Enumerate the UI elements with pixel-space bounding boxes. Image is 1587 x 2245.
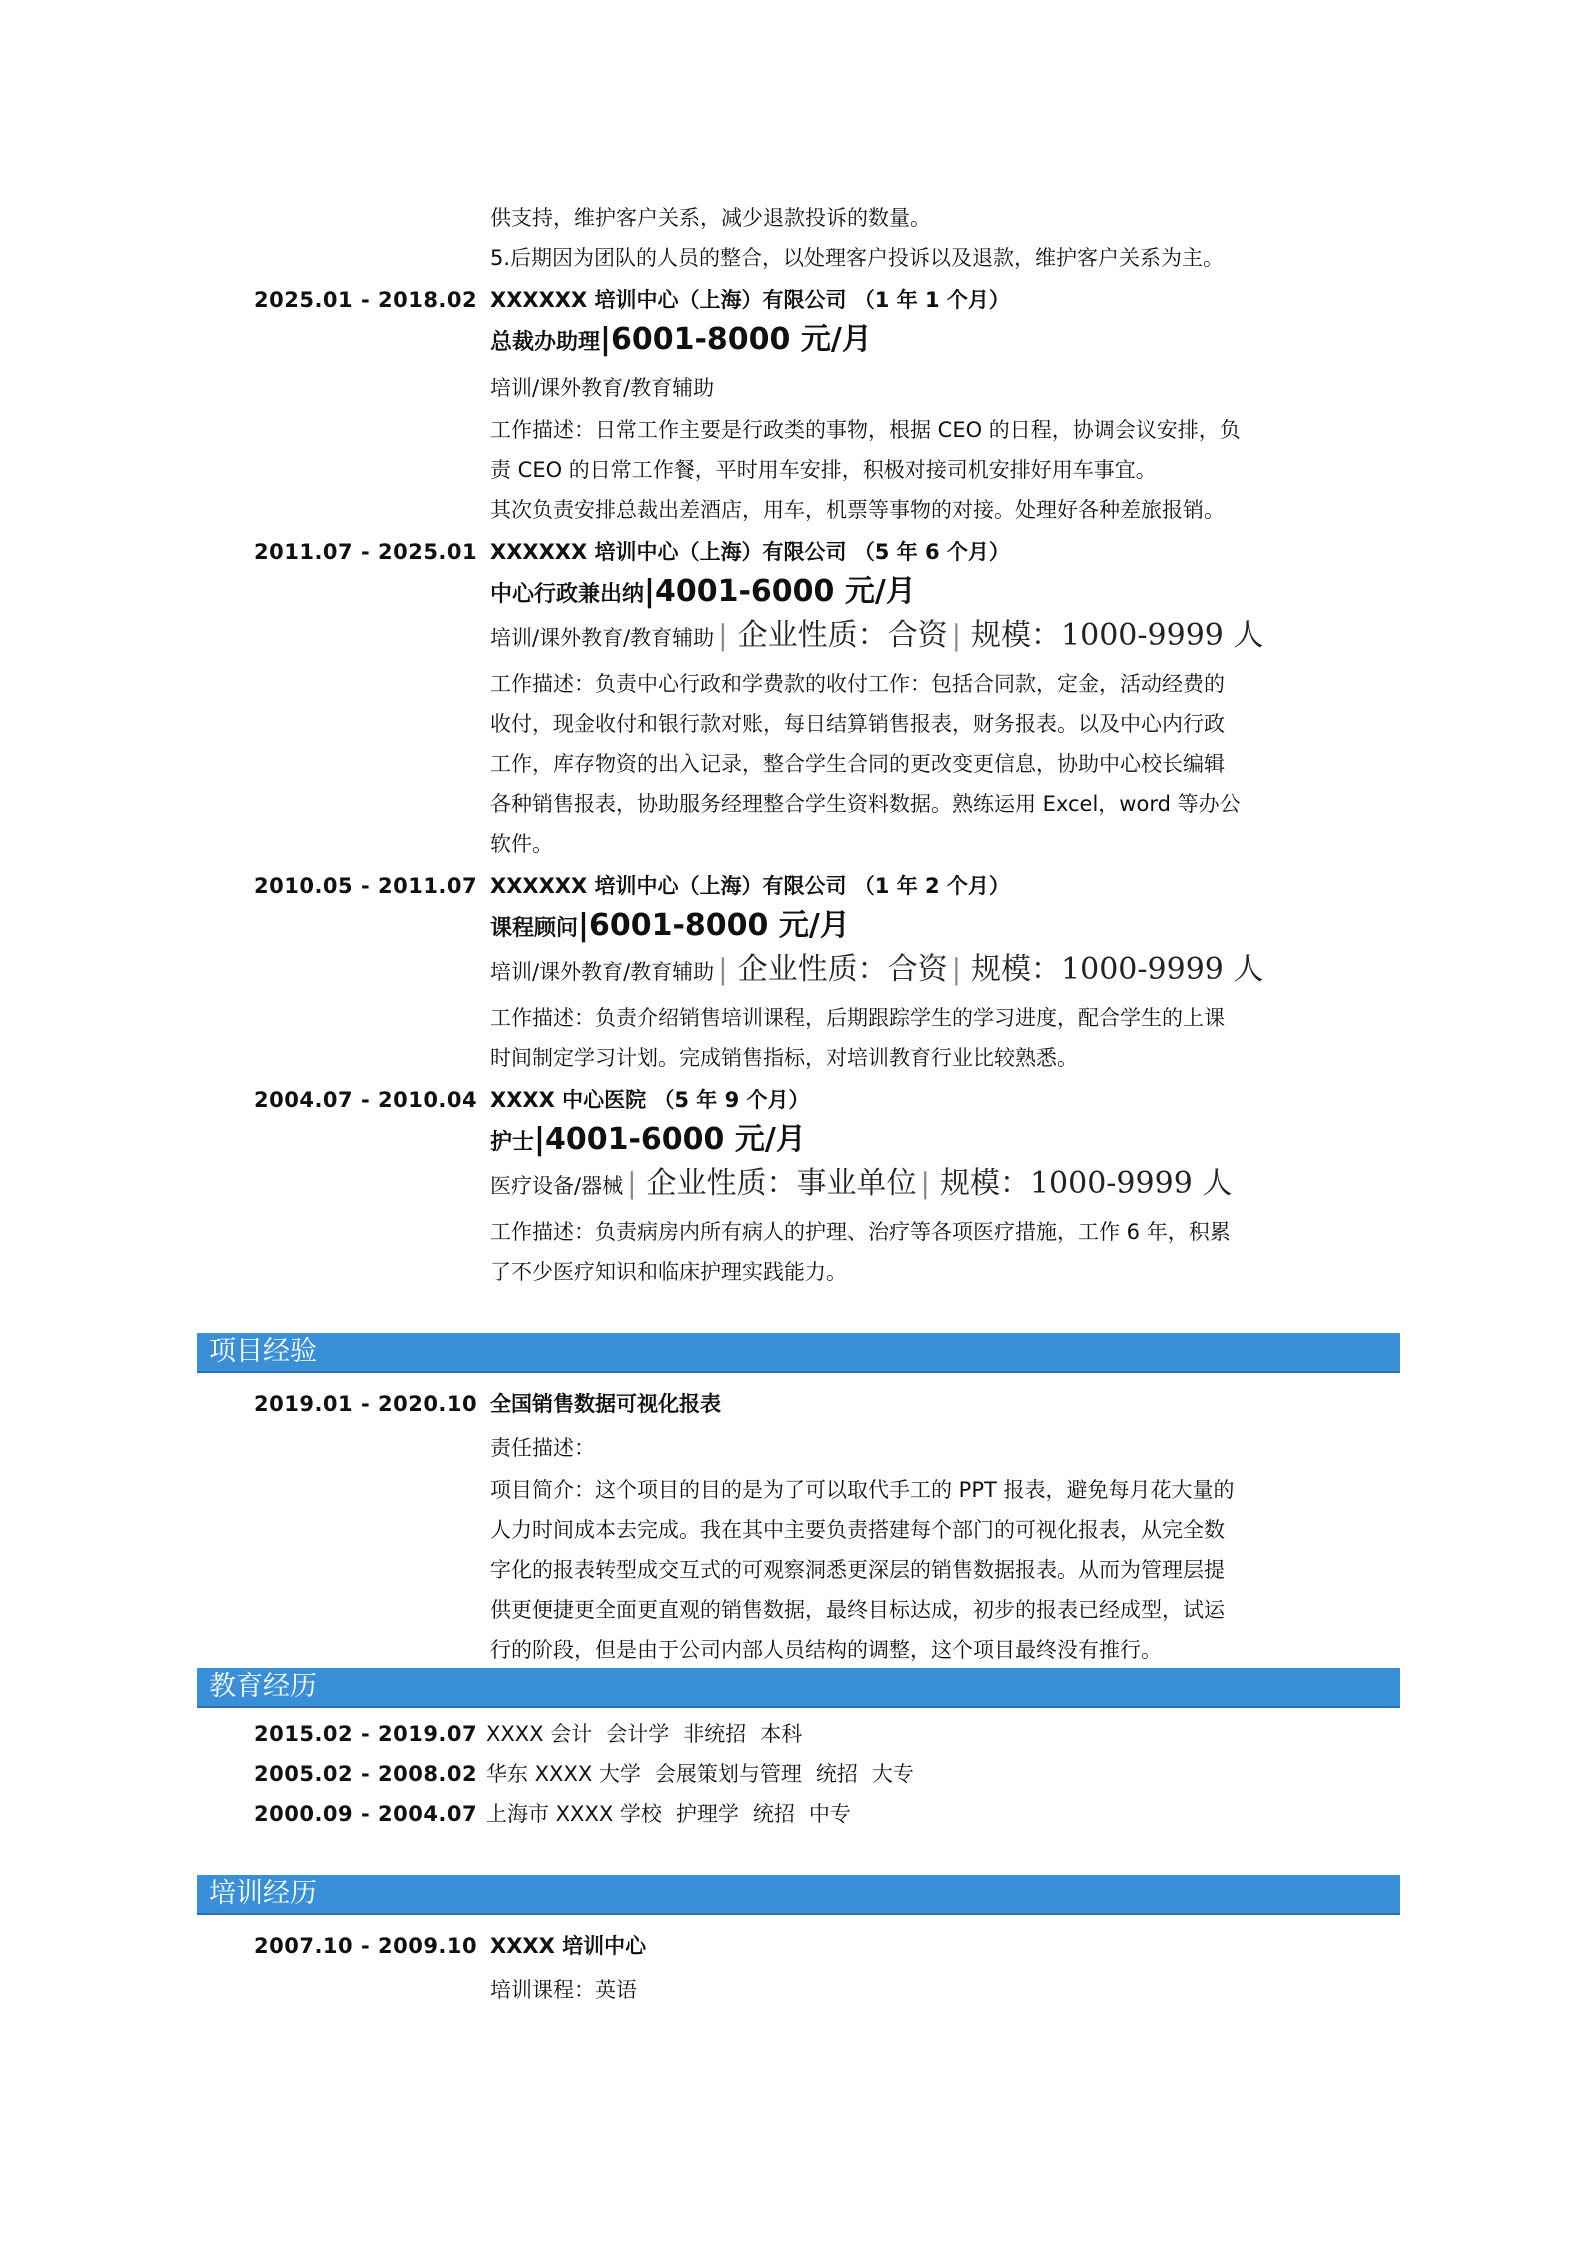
training-org: XXXX 培训中心 <box>490 1934 647 1958</box>
job-meta-line <box>490 948 1263 996</box>
meta-divider: | <box>627 1167 637 1200</box>
project-name: 全国销售数据可视化报表 <box>490 1392 721 1416</box>
job-position: 护士 <box>490 1130 535 1155</box>
job-separator: | <box>534 1122 545 1157</box>
job-company: XXXX 中心医院 （5 年 9 个月） <box>490 1088 810 1112</box>
project-role: 责任描述： <box>490 1436 595 1460</box>
job-desc-line: 时间制定学习计划。完成销售指标，对培训教育行业比较熟悉。 <box>490 1046 1078 1070</box>
job-desc-line: 了不少医疗知识和临床护理实践能力。 <box>490 1260 847 1284</box>
education-school: 上海市 XXXX 学校 <box>486 1802 662 1826</box>
job-salary: 4001-6000 元/月 <box>654 574 916 609</box>
education-type: 统招 <box>815 1762 858 1786</box>
job-date: 2025.01 - 2018.02 <box>254 288 478 312</box>
job-company-type: 企业性质：事业单位 <box>646 1166 917 1201</box>
job-company: XXXXXX 培训中心（上海）有限公司 （1 年 1 个月） <box>490 288 1010 312</box>
work-intro-line: 供支持，维护客户关系，减少退款投诉的数量。 <box>490 206 931 230</box>
job-title-line <box>490 570 916 618</box>
job-desc-line: 软件。 <box>490 832 553 856</box>
job-separator: | <box>578 908 589 943</box>
education-entry <box>486 1714 816 1754</box>
section-title: 培训经历 <box>209 1878 317 1909</box>
training-date: 2007.10 - 2009.10 <box>254 1934 478 1958</box>
project-date: 2019.01 - 2020.10 <box>254 1392 478 1416</box>
education-entry <box>486 1794 865 1834</box>
education-type: 统招 <box>752 1802 795 1826</box>
education-major: 会展策划与管理 <box>654 1762 802 1786</box>
education-entry <box>486 1754 928 1794</box>
training-course: 培训课程：英语 <box>490 1978 637 2002</box>
education-date: 2000.09 - 2004.07 <box>254 1802 478 1826</box>
job-desc-line: 各种销售报表，协助服务经理整合学生资料数据。熟练运用 Excel，word 等办公 <box>490 792 1241 816</box>
job-position: 课程顾问 <box>490 916 579 941</box>
job-desc-line: 工作描述：日常工作主要是行政类的事物，根据 CEO 的日程，协调会议安排，负 <box>490 418 1241 442</box>
job-desc-line: 工作描述：负责介绍销售培训课程，后期跟踪学生的学习进度，配合学生的上课 <box>490 1006 1225 1030</box>
job-salary: 4001-6000 元/月 <box>544 1122 806 1157</box>
education-degree: 本科 <box>760 1722 803 1746</box>
job-position: 中心行政兼出纳 <box>490 582 645 607</box>
job-desc-line: 工作描述：负责病房内所有病人的护理、治疗等各项医疗措施，工作 6 年，积累 <box>490 1220 1231 1244</box>
job-desc-line: 责 CEO 的日常工作餐，平时用车安排，积极对接司机安排好用车事宜。 <box>490 458 1157 482</box>
education-school: XXXX 会计 <box>486 1722 593 1746</box>
job-industry: 培训/课外教育/教育辅助 <box>490 960 715 984</box>
job-separator: | <box>644 574 655 609</box>
education-type: 非统招 <box>683 1722 747 1746</box>
job-date: 2011.07 - 2025.01 <box>254 540 478 564</box>
job-salary: 6001-8000 元/月 <box>610 322 872 357</box>
education-date: 2005.02 - 2008.02 <box>254 1762 478 1786</box>
job-date: 2004.07 - 2010.04 <box>254 1088 478 1112</box>
project-desc-line: 项目简介：这个项目的目的是为了可以取代手工的 PPT 报表，避免每月花大量的 <box>490 1478 1235 1502</box>
job-company-scale: 规模：1000-9999 人 <box>971 952 1264 987</box>
job-company-type: 企业性质：合资 <box>737 952 948 987</box>
job-desc-line: 工作，库存物资的出入记录，整合学生合同的更改变更信息，协助中心校长编辑 <box>490 752 1225 776</box>
project-desc-line: 行的阶段，但是由于公司内部人员结构的调整，这个项目最终没有推行。 <box>490 1638 1162 1662</box>
meta-divider: | <box>718 619 728 652</box>
job-desc-line: 收付，现金收付和银行款对账，每日结算销售报表，财务报表。以及中心内行政 <box>490 712 1225 736</box>
project-desc-line: 供更便捷更全面更直观的销售数据，最终目标达成，初步的报表已经成型，试运 <box>490 1598 1225 1622</box>
meta-divider: | <box>951 953 962 986</box>
section-header-training <box>197 1875 1400 1915</box>
education-major: 会计学 <box>606 1722 670 1746</box>
job-company-type: 企业性质：合资 <box>737 618 948 653</box>
job-title-line <box>490 904 850 952</box>
education-date: 2015.02 - 2019.07 <box>254 1722 478 1746</box>
meta-divider: | <box>718 953 728 986</box>
job-company-scale: 规模：1000-9999 人 <box>971 618 1264 653</box>
section-title: 教育经历 <box>209 1671 317 1702</box>
project-desc-line: 字化的报表转型成交互式的可观察洞悉更深层的销售数据报表。从而为管理层提 <box>490 1558 1225 1582</box>
job-meta-line <box>490 614 1263 662</box>
job-date: 2010.05 - 2011.07 <box>254 874 478 898</box>
job-company: XXXXXX 培训中心（上海）有限公司 （1 年 2 个月） <box>490 874 1010 898</box>
job-title-line <box>490 1118 806 1166</box>
education-degree: 中专 <box>808 1802 851 1826</box>
job-desc-line: 其次负责安排总裁出差酒店，用车，机票等事物的对接。处理好各种差旅报销。 <box>490 498 1225 522</box>
section-header-education <box>197 1668 1400 1708</box>
project-desc-line: 人力时间成本去完成。我在其中主要负责搭建每个部门的可视化报表，从完全数 <box>490 1518 1225 1542</box>
job-meta-line <box>490 1162 1232 1210</box>
education-major: 护理学 <box>675 1802 739 1826</box>
job-industry: 培训/课外教育/教育辅助 <box>490 376 715 400</box>
job-industry: 医疗设备/器械 <box>490 1174 624 1198</box>
education-school: 华东 XXXX 大学 <box>486 1762 641 1786</box>
meta-divider: | <box>951 619 962 652</box>
job-title-line <box>490 318 872 366</box>
job-separator: | <box>600 322 611 357</box>
job-company-scale: 规模：1000-9999 人 <box>939 1166 1233 1201</box>
meta-divider: | <box>920 1167 930 1200</box>
job-industry: 培训/课外教育/教育辅助 <box>490 626 715 650</box>
education-degree: 大专 <box>871 1762 914 1786</box>
work-intro-line: 5.后期因为团队的人员的整合，以处理客户投诉以及退款，维护客户关系为主。 <box>490 246 1225 270</box>
job-salary: 6001-8000 元/月 <box>588 908 850 943</box>
job-company: XXXXXX 培训中心（上海）有限公司 （5 年 6 个月） <box>490 540 1010 564</box>
job-desc-line: 工作描述：负责中心行政和学费款的收付工作：包括合同款，定金，活动经费的 <box>490 672 1225 696</box>
section-title: 项目经验 <box>209 1336 317 1367</box>
job-position: 总裁办助理 <box>490 330 601 355</box>
section-header-project <box>197 1333 1400 1373</box>
